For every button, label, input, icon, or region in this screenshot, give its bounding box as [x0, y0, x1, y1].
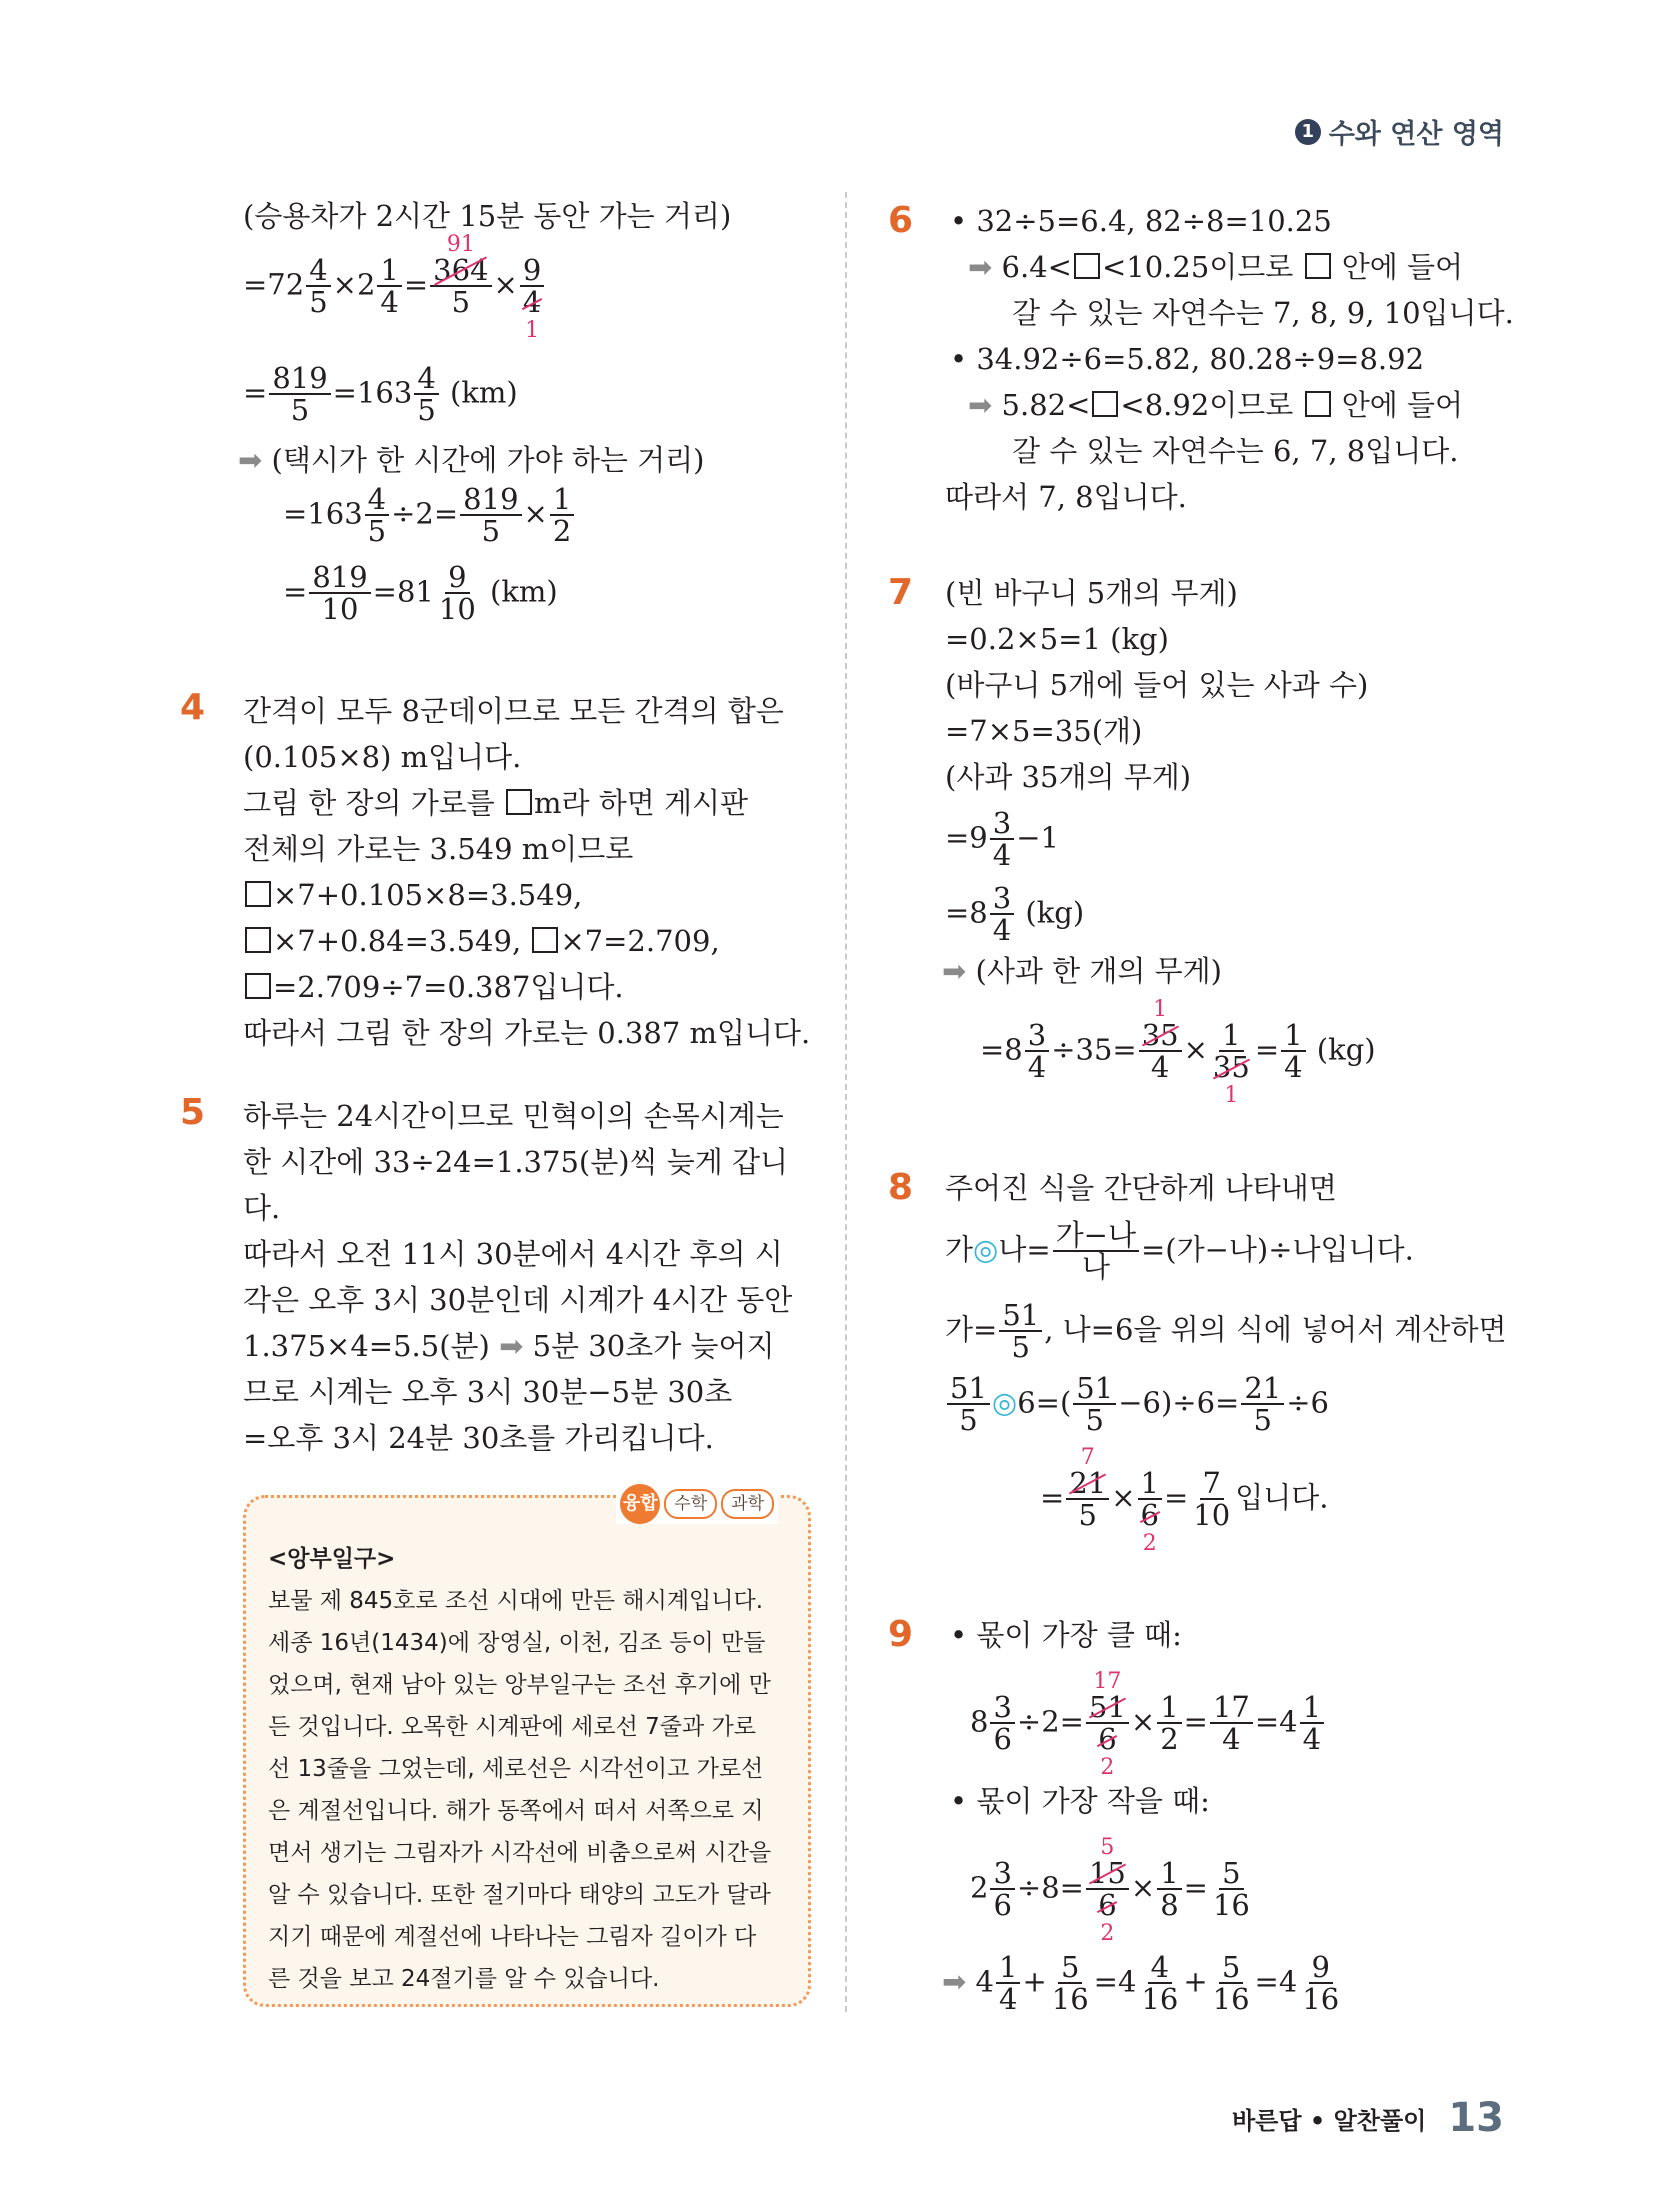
knowledge-line: 알 수 있습니다. 또한 절기마다 태양의 고도가 달라 — [268, 1882, 771, 1908]
p6-line1: • 32÷5=6.4, 82÷8=10.25 — [950, 204, 1332, 238]
knowledge-tags — [616, 1484, 778, 1524]
tag-fusion: 융합 — [620, 1484, 660, 1524]
p6-line7: 따라서 7, 8입니다. — [945, 480, 1187, 514]
p7-line3: (바구니 5개에 들어 있는 사과 수) — [945, 668, 1369, 702]
p7-line6: =9 $\frac{3}{4}$ −1 — [945, 806, 1059, 873]
blank-box — [506, 789, 532, 815]
arrow-icon: ➡ — [942, 1964, 967, 1999]
tag-math: 수학 — [664, 1489, 717, 1519]
p4-line4: 전체의 가로는 3.549 m이므로 — [243, 832, 634, 866]
p6-line3: 갈 수 있는 자연수는 7, 8, 9, 10입니다. — [1012, 296, 1514, 330]
blank-box — [532, 927, 558, 953]
problem-number: 7 — [888, 572, 914, 613]
p3-line1: (승용차가 2시간 15분 동안 가는 거리) — [243, 199, 732, 233]
page-footer — [1232, 2095, 1504, 2141]
blank-box — [245, 973, 271, 999]
knowledge-line: 른 것을 보고 24절기를 알 수 있습니다. — [268, 1966, 660, 1992]
p5-line1: 하루는 24시간이므로 민혁이의 손목시계는 — [243, 1099, 784, 1133]
knowledge-line: 보물 제 845호로 조선 시대에 만든 해시계입니다. — [268, 1588, 764, 1614]
p6-line2: ➡ 6.4< <10.25이므로 안에 들어 — [968, 250, 1464, 284]
p3-line3: = $\frac{819}{5}$ =163 $\frac{4}{5}$ (km) — [243, 361, 518, 428]
p9-line4: 2 $\frac{3}{6}$ ÷8= 5 15 6 2 × $\frac{1}{8}$ = $\frac{5}{16}$ — [970, 1835, 1250, 1946]
p5-line3: 다. — [243, 1191, 281, 1225]
knowledge-line: 선 13줄을 그었는데, 세로선은 시각선이고 가로선 — [268, 1756, 764, 1782]
p7-line9: =8 $\frac{3}{4}$ ÷35= 1 35 4 × 1 35 1 = $\frac{1}{4}$ (kg) — [980, 997, 1376, 1108]
p9-line5: ➡ 4 $\frac{1}{4}$ + $\frac{5}{16}$ =4 $\frac{4}{16}$ + $\frac{5}{16}$ =4 $\frac{9}{16}$ — [942, 1950, 1340, 2017]
blank-box — [245, 927, 271, 953]
footer-label: 바른답 • 알찬풀이 — [1231, 2106, 1427, 2135]
p7-line5: (사과 35개의 무게) — [945, 760, 1192, 794]
p9-line3: • 몫이 가장 작을 때: — [950, 1784, 1210, 1818]
problem-number: 5 — [180, 1092, 206, 1133]
p4-line1: 간격이 모두 8군데이므로 모든 간격의 합은 — [243, 694, 784, 728]
chapter-number-badge: 1 — [1295, 119, 1321, 145]
tag-science: 과학 — [721, 1489, 774, 1519]
knowledge-line: 었으며, 현재 남아 있는 앙부일구는 조선 후기에 만 — [268, 1672, 771, 1698]
p5-line7: 므로 시계는 오후 3시 30분−5분 30초 — [243, 1375, 733, 1409]
p5-line8: =오후 3시 24분 30초를 가리킵니다. — [243, 1421, 714, 1455]
knowledge-line: 세종 16년(1434)에 장영실, 이천, 김조 등이 만들 — [268, 1630, 766, 1656]
blank-box — [1074, 253, 1100, 279]
fraction: $\frac{1}{4}$ — [377, 255, 401, 318]
column-divider — [845, 192, 847, 2012]
p8-line3: 가= $\frac{51}{5}$ , 나=6을 위의 식에 넣어서 계산하면 — [945, 1298, 1507, 1365]
p9-line2: 8 $\frac{3}{6}$ ÷2= 17 51 6 2 × $\frac{1}{2}$ = $\frac{17}{4}$ =4 $\frac{1}{4}$ — [970, 1692, 1326, 1755]
p7-line2: =0.2×5=1 (kg) — [945, 622, 1169, 656]
chapter-title: 수와 연산 영역 — [1328, 119, 1504, 150]
problem-number: 6 — [888, 200, 914, 241]
p7-line1: (빈 바구니 5개의 무게) — [945, 576, 1238, 610]
p4-line7: =2.709÷7=0.387입니다. — [243, 964, 624, 1010]
page-number: 13 — [1448, 2095, 1504, 2141]
p3-line2: =72 $\frac{4}{5}$ ×2 $\frac{1}{4}$ = 91 364 5 × 9 4 1 — [243, 255, 546, 318]
fraction-cancelled: 9 4 1 — [520, 255, 544, 318]
arrow-icon: ➡ — [942, 954, 967, 988]
blank-box — [1092, 391, 1118, 417]
p4-line8: 따라서 그림 한 장의 가로는 0.387 m입니다. — [243, 1016, 811, 1050]
knowledge-line: 지기 때문에 계절선에 나타나는 그림자 길이가 다 — [268, 1924, 757, 1950]
arrow-icon: ➡ — [968, 388, 993, 422]
p4-line3: 그림 한 장의 가로를 m라 하면 게시판 — [243, 786, 749, 820]
p8-line1: 주어진 식을 간단하게 나타내면 — [945, 1171, 1337, 1205]
knowledge-line: 든 것입니다. 오목한 시계판에 세로선 7줄과 가로 — [268, 1714, 756, 1740]
arrow-icon: ➡ — [499, 1329, 524, 1363]
problem-number: 8 — [888, 1167, 914, 1208]
p6-line6: 갈 수 있는 자연수는 6, 7, 8입니다. — [1012, 434, 1459, 468]
p5-line2: 한 시간에 33÷24=1.375(분)씩 늦게 갑니 — [243, 1145, 789, 1179]
fraction: $\frac{4}{5}$ — [306, 255, 330, 318]
p7-line7: =8 $\frac{3}{4}$ (kg) — [945, 881, 1085, 948]
p4-line6: ×7+0.84=3.549, ×7=2.709, — [243, 918, 720, 964]
p3-line4: ➡ (택시가 한 시간에 가야 하는 거리) — [238, 443, 705, 477]
p5-line4: 따라서 오전 11시 30분에서 4시간 후의 시 — [243, 1237, 783, 1271]
knowledge-line: 면서 생기는 그림자가 시각선에 비춤으로써 시간을 — [268, 1840, 772, 1866]
p4-line5: ×7+0.105×8=3.549, — [243, 872, 582, 918]
problem-number: 9 — [888, 1614, 914, 1655]
p6-line5: ➡ 5.82< <8.92이므로 안에 들어 — [968, 388, 1464, 422]
p8-line4: $\frac{51}{5}$ ◎6=( $\frac{51}{5}$ −6)÷6= $\frac{21}{5}$ ÷6 — [945, 1373, 1329, 1436]
p4-line2: (0.105×8) m입니다. — [243, 740, 522, 774]
arrow-icon: ➡ — [238, 443, 263, 477]
knowledge-title: <앙부일구> — [268, 1546, 396, 1572]
p9-line1: • 몫이 가장 클 때: — [950, 1618, 1182, 1652]
double-circle-operator-icon: ◎ — [991, 1385, 1018, 1420]
problem-number: 4 — [180, 687, 206, 728]
p7-line8: ➡ (사과 한 개의 무게) — [942, 954, 1222, 988]
double-circle-operator-icon: ◎ — [973, 1232, 999, 1267]
p8-line2: 가◎나= $\frac{\text{가−나}}{\text{나}}$ =(가−나)÷나입니다. — [945, 1218, 1414, 1285]
p7-line4: =7×5=35(개) — [945, 714, 1143, 748]
blank-box — [245, 881, 271, 907]
arrow-icon: ➡ — [968, 250, 993, 284]
fraction-cancelled: 91 364 5 — [430, 255, 491, 318]
blank-box — [1305, 253, 1331, 279]
p8-line5: = 7 21 5 × 1 6 2 = $\frac{7}{10}$ 입니다. — [1040, 1445, 1329, 1556]
p5-line5: 각은 오후 3시 30분인데 시계가 4시간 동안 — [243, 1283, 793, 1317]
p3-line6: = $\frac{819}{10}$ =81 $\frac{9}{10}$ (km) — [283, 560, 558, 627]
knowledge-line: 은 계절선입니다. 해가 동쪽에서 떠서 서쪽으로 지 — [268, 1798, 764, 1824]
p6-line4: • 34.92÷6=5.82, 80.28÷9=8.92 — [950, 342, 1425, 376]
blank-box — [1305, 391, 1331, 417]
p5-line6: 1.375×4=5.5(분) ➡ 5분 30초가 늦어지 — [243, 1329, 775, 1363]
p3-line5: =163 $\frac{4}{5}$ ÷2= $\frac{819}{5}$ × $\frac{1}{2}$ — [283, 484, 576, 547]
knowledge-box — [243, 1495, 811, 2007]
chapter-label — [1295, 112, 1504, 151]
